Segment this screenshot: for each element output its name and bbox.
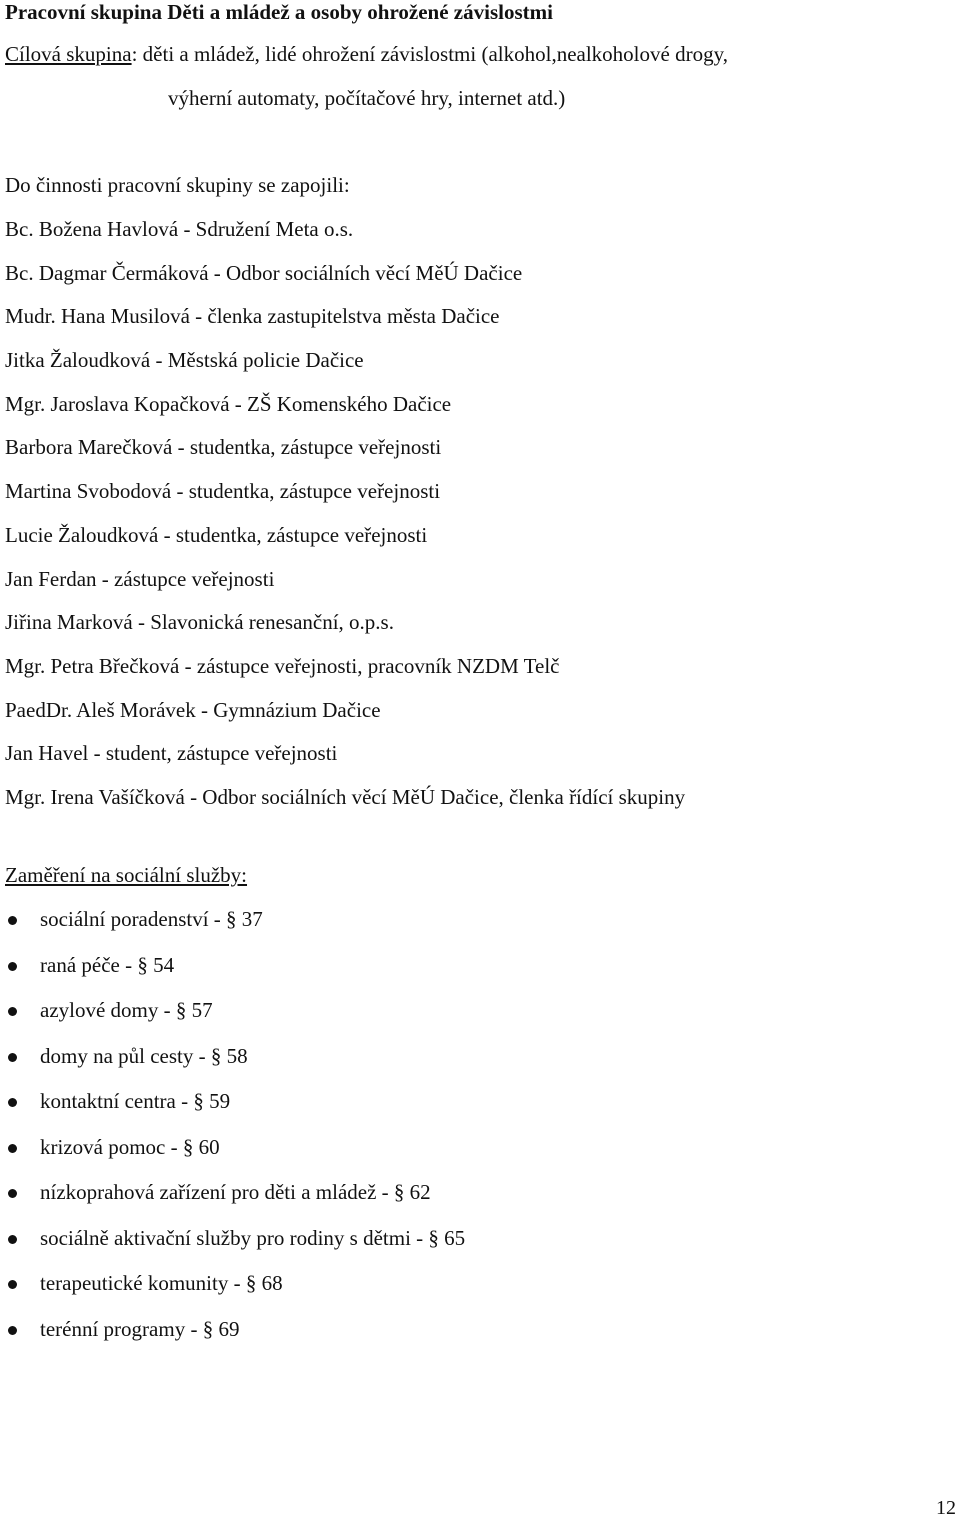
bullet-icon	[8, 1235, 17, 1244]
bullet-icon	[8, 1280, 17, 1289]
service-text: nízkoprahová zařízení pro děti a mládež - § 62	[40, 1180, 431, 1204]
member-item: Mgr. Jaroslava Kopačková - ZŠ Komenského Dačice	[5, 391, 452, 416]
bullet-icon	[8, 962, 17, 971]
member-item: Barbora Marečková - studentka, zástupce veřejnosti	[5, 435, 442, 460]
page-number: 12	[936, 1497, 956, 1519]
bullet-icon	[8, 1326, 17, 1335]
member-item: PaedDr. Aleš Morávek - Gymnázium Dačice	[5, 697, 381, 722]
service-text: sociálně aktivační služby pro rodiny s dětmi - § 65	[40, 1225, 466, 1250]
member-item: Martina Svobodová - studentka, zástupce veřejnosti	[5, 479, 441, 504]
service-text: krizová pomoc - § 60	[40, 1134, 220, 1159]
bullet-icon	[8, 916, 17, 925]
member-item: Bc. Božena Havlová - Sdružení Meta o.s.	[5, 217, 354, 241]
section-title: Pracovní skupina Děti a mládež a osoby ohrožené závislostmi	[5, 0, 553, 24]
member-item: Mgr. Irena Vašíčková - Odbor sociálních věcí MěÚ Dačice, členka řídící skupiny	[5, 784, 686, 809]
bullet-icon	[8, 1053, 17, 1062]
members-intro: Do činnosti pracovní skupiny se zapojili:	[5, 173, 350, 197]
services-focus-title: Zaměření na sociální služby:	[5, 863, 248, 887]
member-item: Mudr. Hana Musilová - členka zastupitelstva města Dačice	[5, 304, 500, 329]
bullet-icon	[8, 1007, 17, 1016]
member-item: Jan Ferdan - zástupce veřejnosti	[5, 566, 275, 591]
service-text: domy na půl cesty - § 58	[40, 1043, 248, 1068]
bullet-icon	[8, 1144, 17, 1153]
target-group-text: : děti a mládež, lidé ohrožení závislostmi (alkohol,nealkoholové drogy,	[131, 42, 728, 66]
member-item: Jan Havel - student, zástupce veřejnosti	[5, 741, 338, 766]
member-item: Jitka Žaloudková - Městská policie Dačice	[5, 348, 364, 373]
service-text: terapeutické komunity - § 68	[40, 1271, 283, 1295]
member-item: Bc. Dagmar Čermáková - Odbor sociálních věcí MěÚ Dačice	[5, 260, 523, 285]
bullet-icon	[8, 1098, 17, 1107]
service-text: kontaktní centra - § 59	[40, 1089, 231, 1113]
members-list	[5, 217, 685, 829]
target-group-line	[5, 42, 728, 67]
bullet-icon	[8, 1189, 17, 1198]
member-item: Mgr. Petra Břečková - zástupce veřejnosti, pracovník NZDM Telč	[5, 653, 560, 678]
member-item: Jiřina Marková - Slavonická renesanční, o.p.s.	[5, 610, 394, 635]
service-text: terénní programy - § 69	[40, 1316, 240, 1341]
target-group-label: Cílová skupina	[5, 42, 132, 66]
service-text: raná péče - § 54	[40, 952, 175, 977]
member-item: Lucie Žaloudková - studentka, zástupce veřejnosti	[5, 522, 428, 547]
service-text: azylové domy - § 57	[40, 998, 213, 1022]
target-group-continuation: výherní automaty, počítačové hry, internet atd.)	[168, 86, 566, 110]
service-text: sociální poradenství - § 37	[40, 907, 263, 931]
